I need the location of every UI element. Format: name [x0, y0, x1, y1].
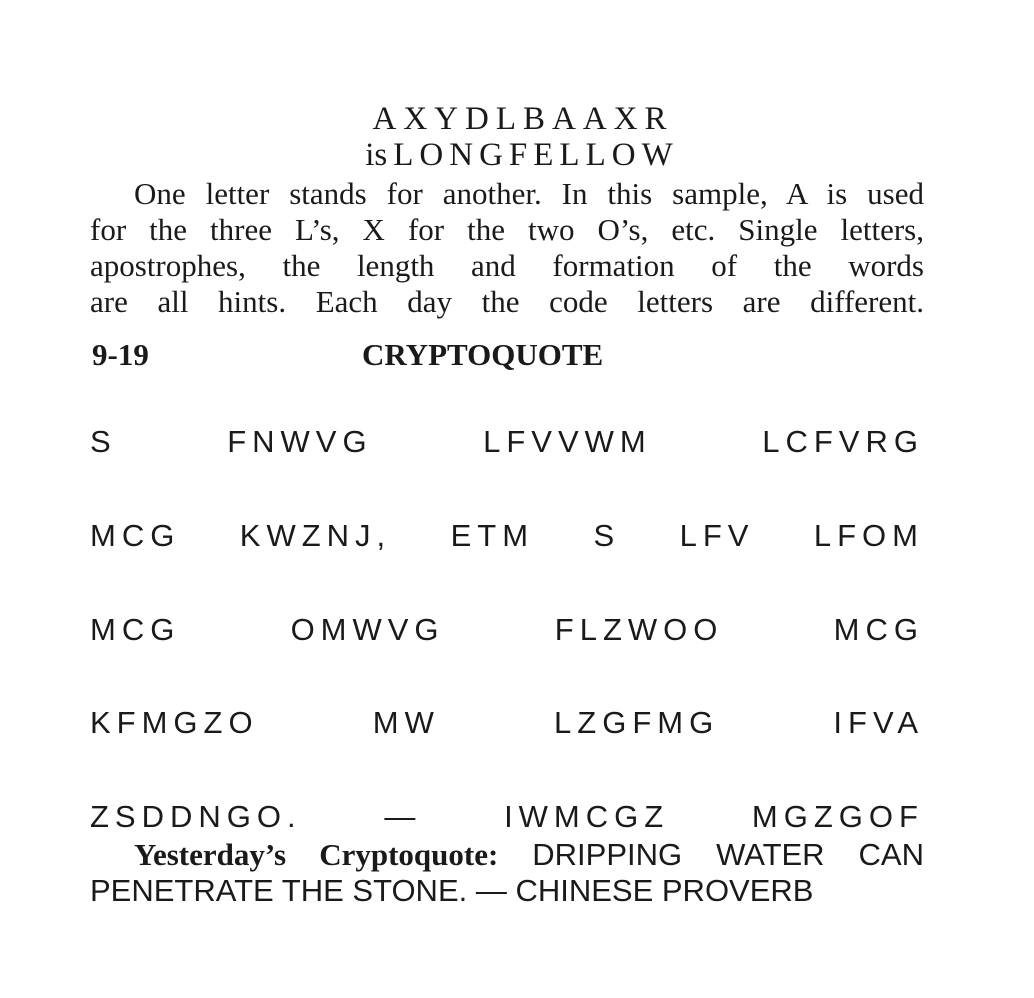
cipher-word: LFV	[679, 518, 755, 553]
date-code: 9-19	[92, 337, 149, 372]
cipher-word: LZGFMG	[554, 705, 720, 740]
cipher-line	[90, 797, 924, 837]
cipher-line	[90, 516, 924, 556]
instructions-line: are all hints. Each day the code letters are different.	[90, 284, 924, 319]
cipher-word: IFVA	[833, 705, 924, 740]
cipher-word: KWZNJ,	[239, 518, 392, 553]
cipher-word: KFMGZO	[90, 705, 259, 740]
answer-text-1: DRIPPING WATER CAN	[532, 837, 924, 872]
sample-cipher: AXYDLBAAXR	[372, 101, 674, 137]
cipher-word: FLZWOO	[554, 612, 724, 647]
cipher-word: LCFVRG	[762, 424, 924, 459]
cipher-word: MGZGOF	[751, 799, 924, 834]
instructions-line: apostrophes, the length and formation of the words	[90, 248, 924, 283]
answer-line-1	[90, 837, 924, 873]
sample-answer-prefix: is	[365, 137, 388, 173]
sample-answer-word: LONGFELLOW	[393, 137, 679, 173]
cipher-word: S	[90, 424, 117, 459]
cipher-word: ETM	[450, 518, 535, 553]
cipher-word: MCG	[90, 518, 181, 553]
answer-line-2: PENETRATE THE STONE. — CHINESE PROVERB	[90, 873, 814, 908]
cipher-word: —	[384, 799, 422, 834]
cipher-line	[90, 422, 924, 462]
puzzle-header	[90, 335, 924, 375]
cipher-word: LFVVWM	[483, 424, 652, 459]
cipher-word: OMWVG	[290, 612, 445, 647]
cipher-word: FNWVG	[227, 424, 373, 459]
cipher-word: LFOM	[813, 518, 924, 553]
cipher-word: S	[593, 518, 621, 553]
cipher-line	[90, 703, 924, 743]
sample-answer	[0, 137, 1034, 173]
yesterdays-answer	[90, 837, 924, 909]
cipher-word: MW	[372, 705, 440, 740]
cipher-line	[90, 610, 924, 650]
cipher-word: IWMCGZ	[504, 799, 670, 834]
instructions-line: for the three L’s, X for the two O’s, etc. Single letters,	[90, 212, 924, 247]
cipher-word: MCG	[833, 612, 924, 647]
cipher-word: MCG	[90, 612, 181, 647]
cipher-word: ZSDDNGO.	[90, 799, 302, 834]
instructions	[90, 176, 924, 320]
answer-label: Yesterday’s Cryptoquote:	[134, 837, 499, 872]
instructions-line: One letter stands for another. In this sample, A is used	[134, 176, 924, 211]
puzzle-title: CRYPTOQUOTE	[362, 337, 604, 372]
